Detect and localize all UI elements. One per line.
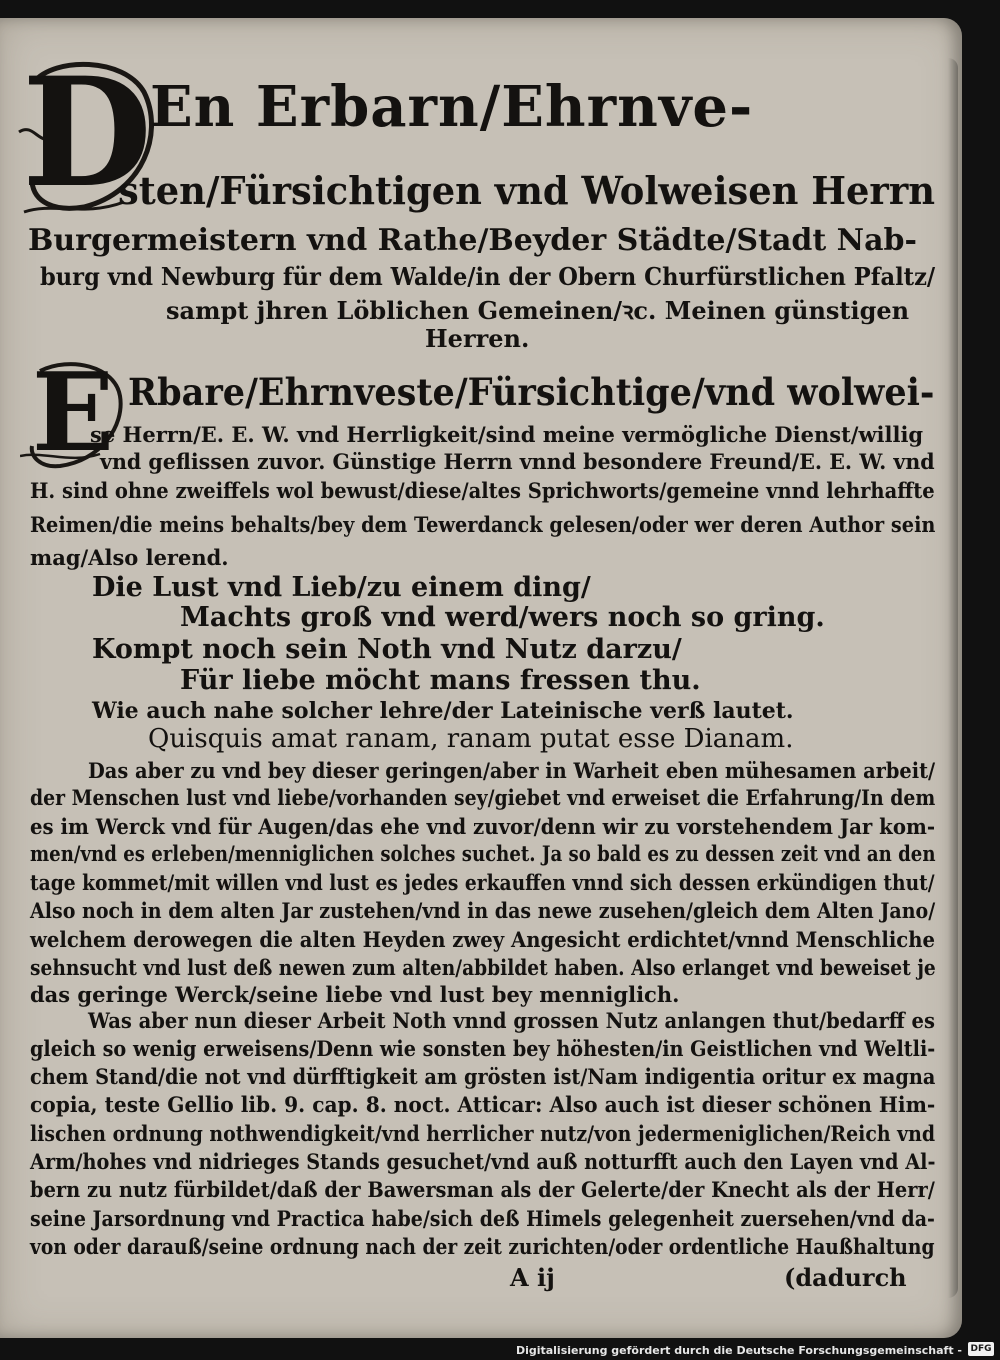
para2-line-2: der Menschen lust vnd liebe/vorhanden sey/giebet vnd erweiset die Erfahrung/In dem xyxy=(30,785,936,810)
verse-line-2: Machts groß vnd werd/wers noch so gring. xyxy=(180,602,825,633)
dfg-logo: DFG xyxy=(968,1342,994,1356)
para2-line-5: tage kommet/mit willen vnd lust es jedes erkauffen vnnd sich dessen erkündigen thut/ xyxy=(30,870,935,895)
para2-line-1: Das aber zu vnd bey dieser geringen/aber in Warheit eben mühesamen arbeit/ xyxy=(88,758,936,783)
para2-line-6: Also noch in dem alten Jar zustehen/vnd in das newe zusehen/gleich dem Alten Jano/ xyxy=(30,898,936,923)
latin-verse: Quisquis amat ranam, ranam putat esse Dianam. xyxy=(148,724,794,754)
para2-line-4: men/vnd es erleben/menniglichen solches suchet. Ja so bald es zu dessen zeit vnd an den xyxy=(30,841,936,866)
para1-line-3: vnd geflissen zuvor. Günstige Herrn vnnd besondere Freund/E. E. W. vnd xyxy=(100,449,935,474)
para3-line-3: chem Stand/die not vnd dürfftigkeit am grösten ist/Nam indigentia oritur ex magna xyxy=(30,1064,936,1089)
verse-line-4: Für liebe möcht mans fressen thu. xyxy=(180,665,701,696)
drop-cap-d: D xyxy=(22,45,153,221)
book-page xyxy=(0,18,962,1338)
title-line-6: Herren. xyxy=(425,324,530,353)
verse-line-1: Die Lust vnd Lieb/zu einem ding/ xyxy=(92,572,591,603)
para1-line-4: H. sind ohne zweiffels wol bewust/diese/altes Sprichworts/gemeine vnnd lehrhaffte xyxy=(30,478,935,503)
drop-cap-e: E xyxy=(31,350,115,476)
verse-line-3: Kompt noch sein Noth vnd Nutz darzu/ xyxy=(92,634,682,665)
para3-line-2: gleich so wenig erweisens/Denn wie sonsten bey höhesten/in Geistlichen vnd Weltli- xyxy=(30,1036,936,1061)
para3-line-5: lischen ordnung nothwendigkeit/vnd herrlicher nutz/von jedermeniglichen/Reich vnd xyxy=(30,1121,936,1146)
para2-line-8: sehnsucht vnd lust deß newen zum alten/abbildet haben. Also erlanget vnd beweiset je xyxy=(30,955,936,980)
para1-line-1: Rbare/Ehrnveste/Fürsichtige/vnd wolwei- xyxy=(128,370,935,414)
page-edge-shadow xyxy=(948,58,958,1298)
title-line-2: sten/Fürsichtigen vnd Wolweisen Herrn xyxy=(118,168,936,213)
para1-line-2: se Herrn/E. E. W. vnd Herrligkeit/sind meine vermögliche Dienst/willig xyxy=(90,422,924,447)
para3-line-9: von oder darauß/seine ordnung nach der zeit zurichten/oder ordentliche Haußhaltung xyxy=(30,1234,935,1259)
para3-line-7: bern zu nutz fürbildet/daß der Bawersman als der Gelerte/der Knecht als der Herr/ xyxy=(30,1177,935,1202)
para3-line-6: Arm/hohes vnd nidrieges Stands gesuchet/vnd auß notturfft auch den Layen vnd Al- xyxy=(30,1149,936,1174)
para1-line-5: Reimen/die meins behalts/bey dem Tewerdanck gelesen/oder wer deren Author sein xyxy=(30,512,936,537)
digitization-credit: Digitalisierung gefördert durch die Deutsche Forschungsgemeinschaft - xyxy=(515,1344,962,1357)
title-line-3: Burgermeistern vnd Rathe/Beyder Städte/Stadt Nab- xyxy=(28,223,917,258)
para3-line-4: copia, teste Gellio lib. 9. cap. 8. noct. Atticar: Also auch ist dieser schönen Him- xyxy=(30,1092,936,1117)
para2-line-3: es im Werck vnd für Augen/das ehe vnd zuvor/denn wir zu vorstehendem Jar kom- xyxy=(30,814,936,839)
para3-line-8: seine Jarsordnung vnd Practica habe/sich deß Himels gelegenheit zuersehen/vnd da- xyxy=(30,1206,935,1231)
verse-line-5: Wie auch nahe solcher lehre/der Lateinische verß lautet. xyxy=(92,698,794,724)
title-line-4: burg vnd Newburg für dem Walde/in der Obern Churfürstlichen Pfaltz/ xyxy=(40,262,936,291)
para2-line-9: das geringe Werck/seine liebe vnd lust bey menniglich. xyxy=(30,982,680,1007)
para1-line-6: mag/Also lerend. xyxy=(30,545,229,570)
para3-line-1: Was aber nun dieser Arbeit Noth vnnd grossen Nutz anlangen thut/bedarff es xyxy=(88,1008,935,1033)
catchword: (dadurch xyxy=(784,1263,907,1292)
title-line-1: En Erbarn/Ehrnve- xyxy=(150,74,754,140)
signature-mark: A ij xyxy=(510,1263,555,1292)
title-line-5: sampt jhren Löblichen Gemeinen/ꝛc. Meinen günstigen xyxy=(166,296,910,325)
para2-line-7: welchem derowegen die alten Heyden zwey Angesicht erdichtet/vnnd Menschliche xyxy=(30,927,935,952)
